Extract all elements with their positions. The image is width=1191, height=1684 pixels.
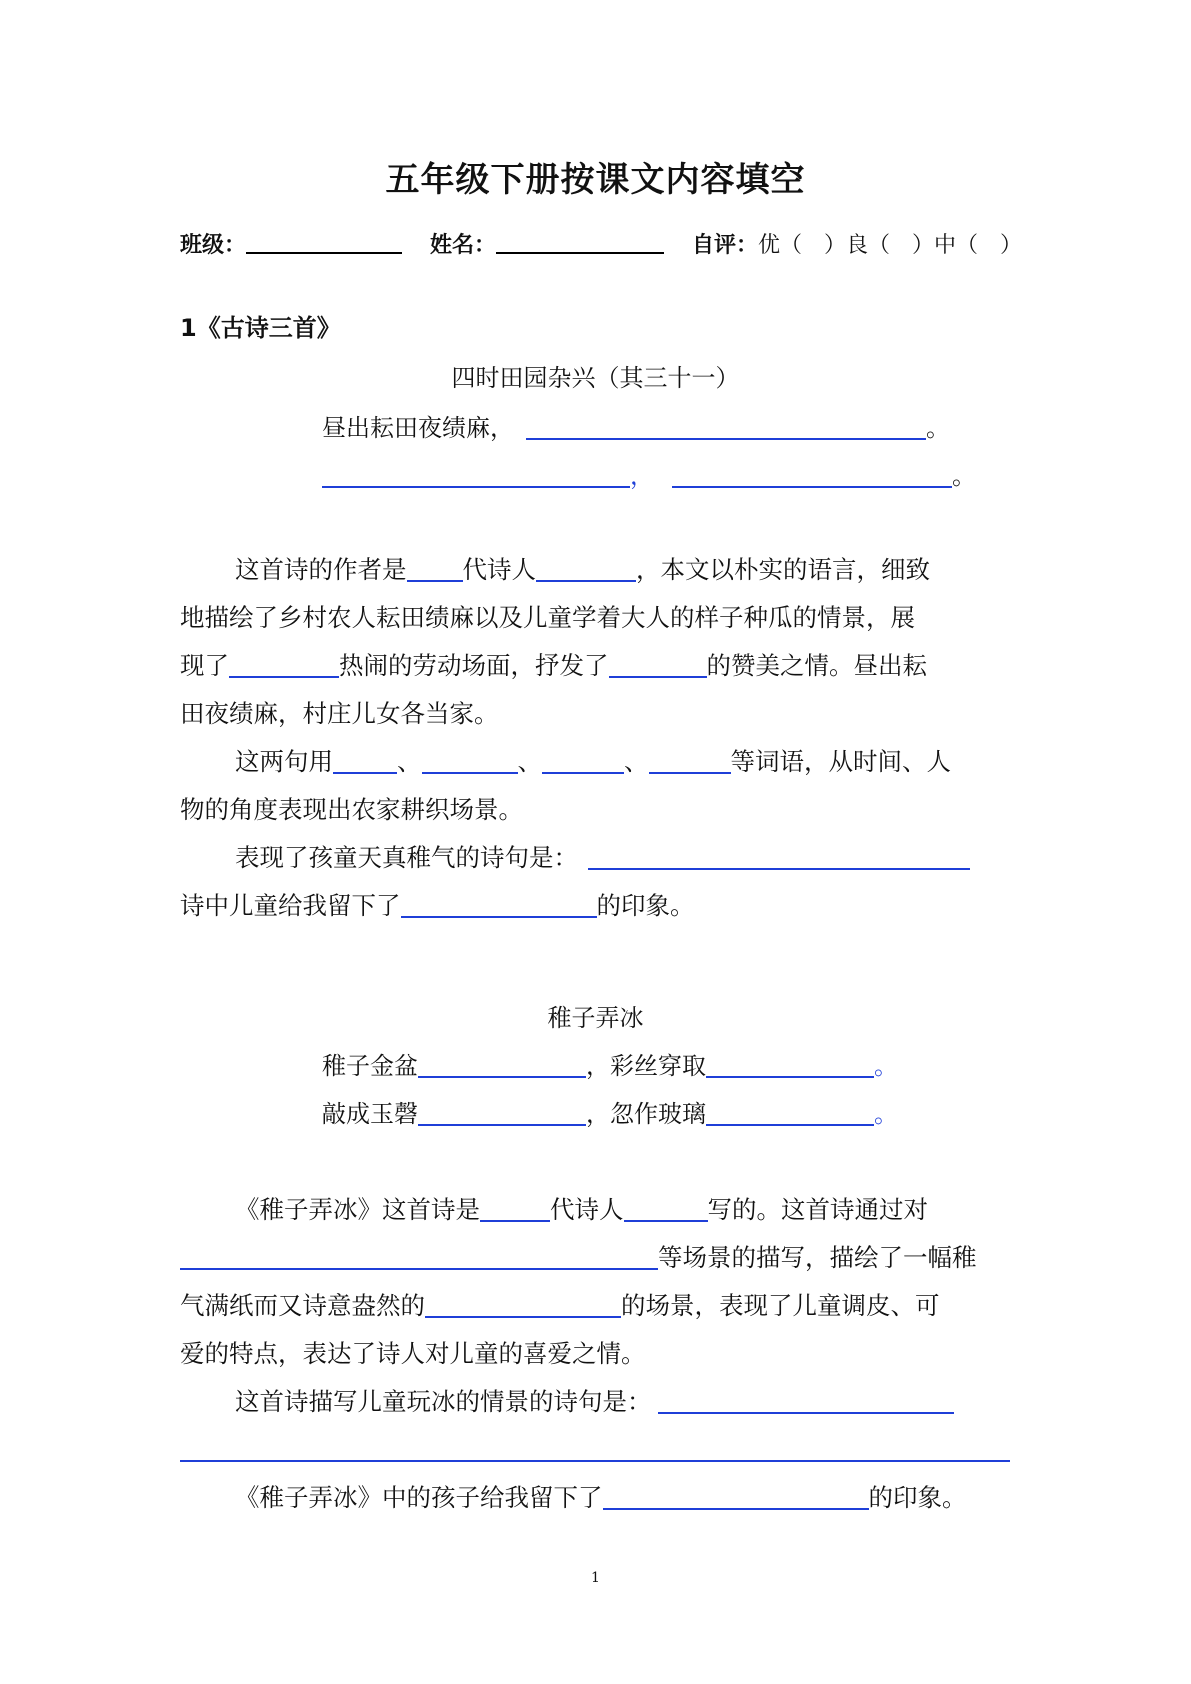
page-title: 五年级下册按课文内容填空 bbox=[385, 160, 806, 200]
class-label: 班级： bbox=[180, 233, 247, 258]
poem-2-line-1: 稚子金盆 ，彩丝穿取 。 bbox=[322, 1052, 898, 1080]
blank[interactable] bbox=[624, 1198, 708, 1222]
poem-title-zhizi: 稚子弄冰 bbox=[547, 1004, 644, 1032]
poem-1-questions bbox=[180, 546, 1010, 930]
section-heading: 1《古诗三首》 bbox=[180, 314, 341, 342]
q-line: 田夜绩麻，村庄儿女各当家。 bbox=[180, 699, 499, 728]
q-line: 爱的特点，表达了诗人对儿童的喜爱之情。 bbox=[180, 1339, 646, 1368]
q-line: 《稚子弄冰》这首诗是 代诗人 写的。这首诗通过对 bbox=[235, 1195, 928, 1224]
q-line bbox=[180, 1426, 1010, 1474]
blank[interactable] bbox=[322, 464, 630, 488]
blank[interactable] bbox=[418, 1102, 586, 1126]
blank[interactable] bbox=[706, 1102, 874, 1126]
q-line: 气满纸而又诗意盎然的 的场景，表现了儿童调皮、可 bbox=[180, 1291, 940, 1320]
name-field bbox=[430, 228, 664, 259]
blank[interactable] bbox=[603, 1486, 869, 1510]
name-input[interactable] bbox=[496, 232, 664, 254]
blank[interactable] bbox=[536, 558, 636, 582]
q-line: 诗中儿童给我留下了 的印象。 bbox=[180, 891, 695, 920]
name-label: 姓名： bbox=[430, 233, 497, 258]
blank[interactable] bbox=[418, 1054, 586, 1078]
page-number: 1 bbox=[591, 1570, 600, 1586]
blank[interactable] bbox=[180, 1438, 1010, 1462]
punct: ， bbox=[630, 462, 654, 490]
q-line: 物的角度表现出农家耕织场景。 bbox=[180, 795, 523, 824]
q-line: 这首诗的作者是 代诗人 ，本文以朴实的语言，细致 bbox=[235, 555, 930, 584]
blank[interactable] bbox=[649, 750, 731, 774]
class-field bbox=[180, 228, 402, 259]
q-line: 地描绘了乡村农人耘田绩麻以及儿童学着大人的样子种瓜的情景，展 bbox=[180, 603, 915, 632]
blank[interactable] bbox=[229, 654, 339, 678]
blank[interactable] bbox=[180, 1246, 658, 1270]
blank[interactable] bbox=[706, 1054, 874, 1078]
punct: 。 bbox=[926, 414, 950, 442]
eval-label: 自评： bbox=[692, 233, 759, 258]
blank[interactable] bbox=[333, 750, 397, 774]
q-line: 《稚子弄冰》中的孩子给我留下了 的印象。 bbox=[235, 1483, 967, 1512]
blank[interactable] bbox=[422, 750, 518, 774]
q-line: 这两句用 、 、 、 等词语，从时间、人 bbox=[235, 747, 951, 776]
blank[interactable] bbox=[542, 750, 624, 774]
q-line: 等场景的描写，描绘了一幅稚 bbox=[180, 1234, 1010, 1282]
poem-1-line-1 bbox=[322, 408, 950, 443]
poem-text: 昼出耘田夜绩麻， bbox=[322, 414, 514, 442]
self-eval bbox=[692, 228, 1022, 259]
eval-options: 优（ ）良（ ）中（ ） bbox=[758, 233, 1023, 258]
q-line: 现了 热闹的劳动场面，抒发了 的赞美之情。昼出耘 bbox=[180, 651, 927, 680]
poem-2-questions bbox=[180, 1186, 1010, 1522]
blank[interactable] bbox=[526, 416, 926, 440]
blank[interactable] bbox=[588, 846, 970, 870]
blank[interactable] bbox=[658, 1390, 954, 1414]
blank[interactable] bbox=[609, 654, 707, 678]
blank[interactable] bbox=[672, 464, 952, 488]
poem-1-line-2 bbox=[322, 456, 976, 491]
punct: 。 bbox=[952, 462, 976, 490]
q-line: 表现了孩童天真稚气的诗句是： bbox=[180, 834, 1010, 882]
poem-2-line-2: 敲成玉磬 ，忽作玻璃 。 bbox=[322, 1100, 898, 1128]
blank[interactable] bbox=[401, 894, 597, 918]
blank[interactable] bbox=[480, 1198, 550, 1222]
class-input[interactable] bbox=[246, 232, 402, 254]
blank[interactable] bbox=[407, 558, 463, 582]
blank[interactable] bbox=[425, 1294, 621, 1318]
q-line: 这首诗描写儿童玩冰的情景的诗句是： bbox=[180, 1378, 1010, 1426]
poem-title-sishi: 四时田园杂兴（其三十一） bbox=[451, 364, 740, 392]
